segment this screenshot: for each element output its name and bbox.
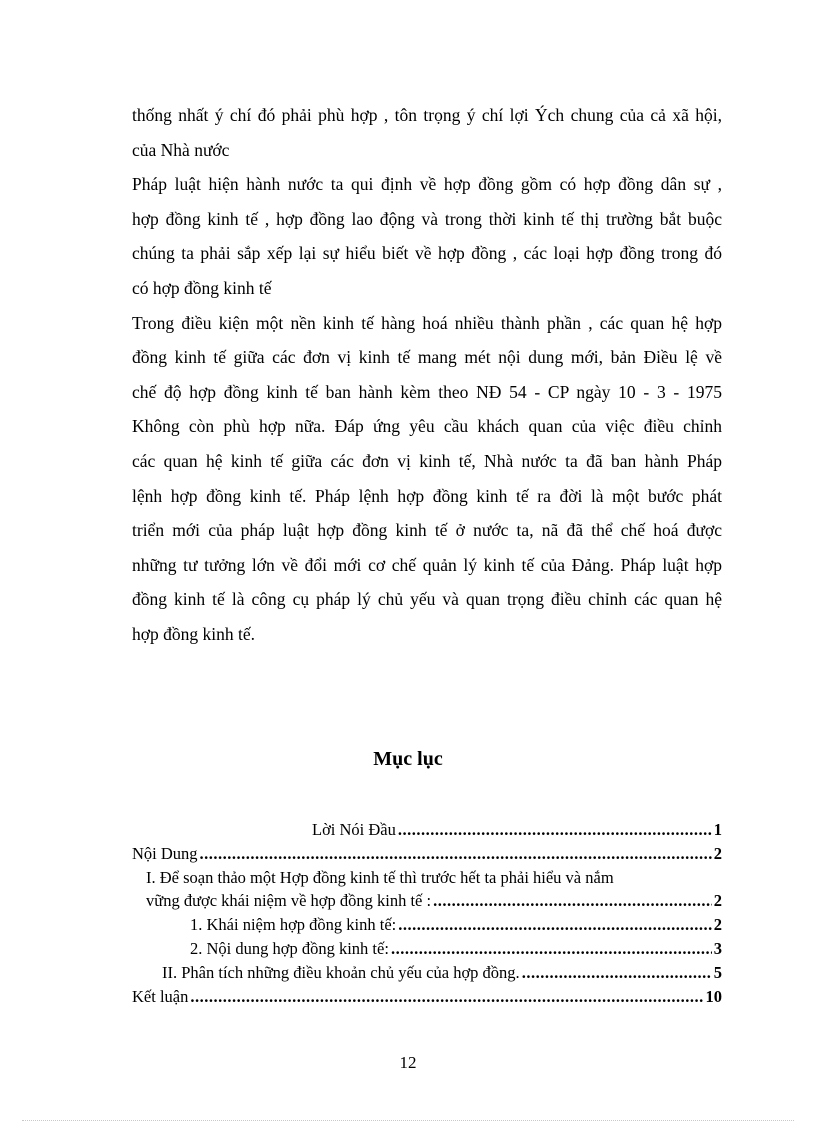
body-line: Trong điều kiện một nền kinh tế hàng hoá nhiều thành phần , các quan hệ hợp bbox=[132, 312, 722, 333]
toc-entry-label: Lời Nói Đầu bbox=[312, 820, 396, 839]
toc-leader-dots bbox=[200, 842, 712, 866]
toc-entry-label: vững được khái niệm về hợp đồng kinh tế : bbox=[146, 891, 432, 911]
page-bottom-divider bbox=[22, 1120, 794, 1121]
toc-entry-section-1-2[interactable] bbox=[132, 937, 722, 961]
toc-entry-label-line1[interactable]: I. Để soạn thảo một Hợp đồng kinh tế thì trước hết ta phải hiểu và nắm bbox=[146, 867, 614, 887]
toc-entry-label: II. Phân tích những điều khoản chủ yếu của hợp đồng. bbox=[162, 962, 520, 982]
body-line: đồng kinh tế giữa các đơn vị kinh tế mang mét nội dung mới, bản Điều lệ về bbox=[132, 347, 722, 368]
body-line: thống nhất ý chí đó phải phù hợp , tôn trọng ý chí lợi Ých chung của cả xã hội, bbox=[132, 105, 722, 125]
body-text bbox=[132, 98, 722, 652]
toc-leader-dots bbox=[391, 937, 712, 961]
toc-entry-page: 5 bbox=[713, 962, 722, 982]
toc-title: Mục lục bbox=[373, 748, 443, 770]
toc-leader-dots bbox=[522, 961, 712, 985]
body-line: của Nhà nước bbox=[132, 139, 230, 160]
toc-leader-dots bbox=[433, 889, 712, 913]
body-line: có hợp đồng kinh tế bbox=[132, 277, 272, 298]
toc-entry-label: 1. Khái niệm hợp đồng kinh tế: bbox=[190, 915, 397, 935]
toc-entry-label: Nội Dung bbox=[132, 843, 198, 863]
toc-entry-label: Kết luận bbox=[132, 986, 189, 1006]
toc-entry-page: 2 bbox=[713, 915, 722, 935]
toc-entry-noi-dung[interactable] bbox=[132, 842, 722, 866]
table-of-contents bbox=[132, 818, 722, 1008]
toc-leader-dots bbox=[190, 985, 703, 1009]
body-line: đồng kinh tế là công cụ pháp lý chủ yếu và quan trọng điều chỉnh các quan hệ bbox=[132, 589, 722, 610]
toc-entry-label: 2. Nội dung hợp đồng kinh tế: bbox=[190, 938, 389, 958]
body-line: hợp đồng kinh tế. bbox=[132, 623, 255, 644]
toc-entry-page: 10 bbox=[705, 986, 722, 1006]
body-line: chúng ta phải sắp xếp lại sự hiểu biết về hợp đồng , các loại hợp đồng trong đó bbox=[132, 243, 722, 264]
body-line: triển mới của pháp luật hợp đồng kinh tế ở nước ta, nã đã thể chế hoá được bbox=[132, 520, 722, 541]
toc-entry-loi-noi-dau[interactable] bbox=[132, 818, 722, 842]
body-line: Pháp luật hiện hành nước ta qui định về hợp đồng gồm có hợp đồng dân sự , bbox=[132, 174, 722, 195]
body-line: các quan hệ kinh tế giữa các đơn vị kinh tế, Nhà nước ta đã ban hành Pháp bbox=[132, 450, 722, 471]
toc-entry-page: 2 bbox=[713, 891, 722, 911]
body-line: chế độ hợp đồng kinh tế ban hành kèm theo NĐ 54 - CP ngày 10 - 3 - 1975 bbox=[132, 381, 722, 402]
body-line: hợp đồng kinh tế , hợp đồng lao động và trong thời kinh tế thị trường bắt buộc bbox=[132, 208, 722, 229]
toc-entry-ket-luan[interactable] bbox=[132, 985, 722, 1009]
body-line: những tư tưởng lớn về đổi mới cơ chế quản lý kinh tế của Đảng. Pháp luật hợp bbox=[132, 554, 722, 575]
toc-entry-section-2[interactable] bbox=[132, 961, 722, 985]
page-number: 12 bbox=[399, 1053, 417, 1072]
body-line: lệnh hợp đồng kinh tế. Pháp lệnh hợp đồng kinh tế ra đời là một bước phát bbox=[132, 485, 722, 506]
toc-entry-page: 2 bbox=[713, 843, 722, 863]
toc-leader-dots bbox=[398, 818, 712, 842]
toc-leader-dots bbox=[398, 913, 712, 937]
body-line: Không còn phù hợp nữa. Đáp ứng yêu cầu khách quan của việc điều chỉnh bbox=[132, 416, 722, 437]
toc-entry-page: 1 bbox=[713, 820, 722, 839]
toc-entry-section-1[interactable] bbox=[132, 889, 722, 913]
toc-entry-section-1-1[interactable] bbox=[132, 913, 722, 937]
toc-entry-page: 3 bbox=[713, 938, 722, 958]
